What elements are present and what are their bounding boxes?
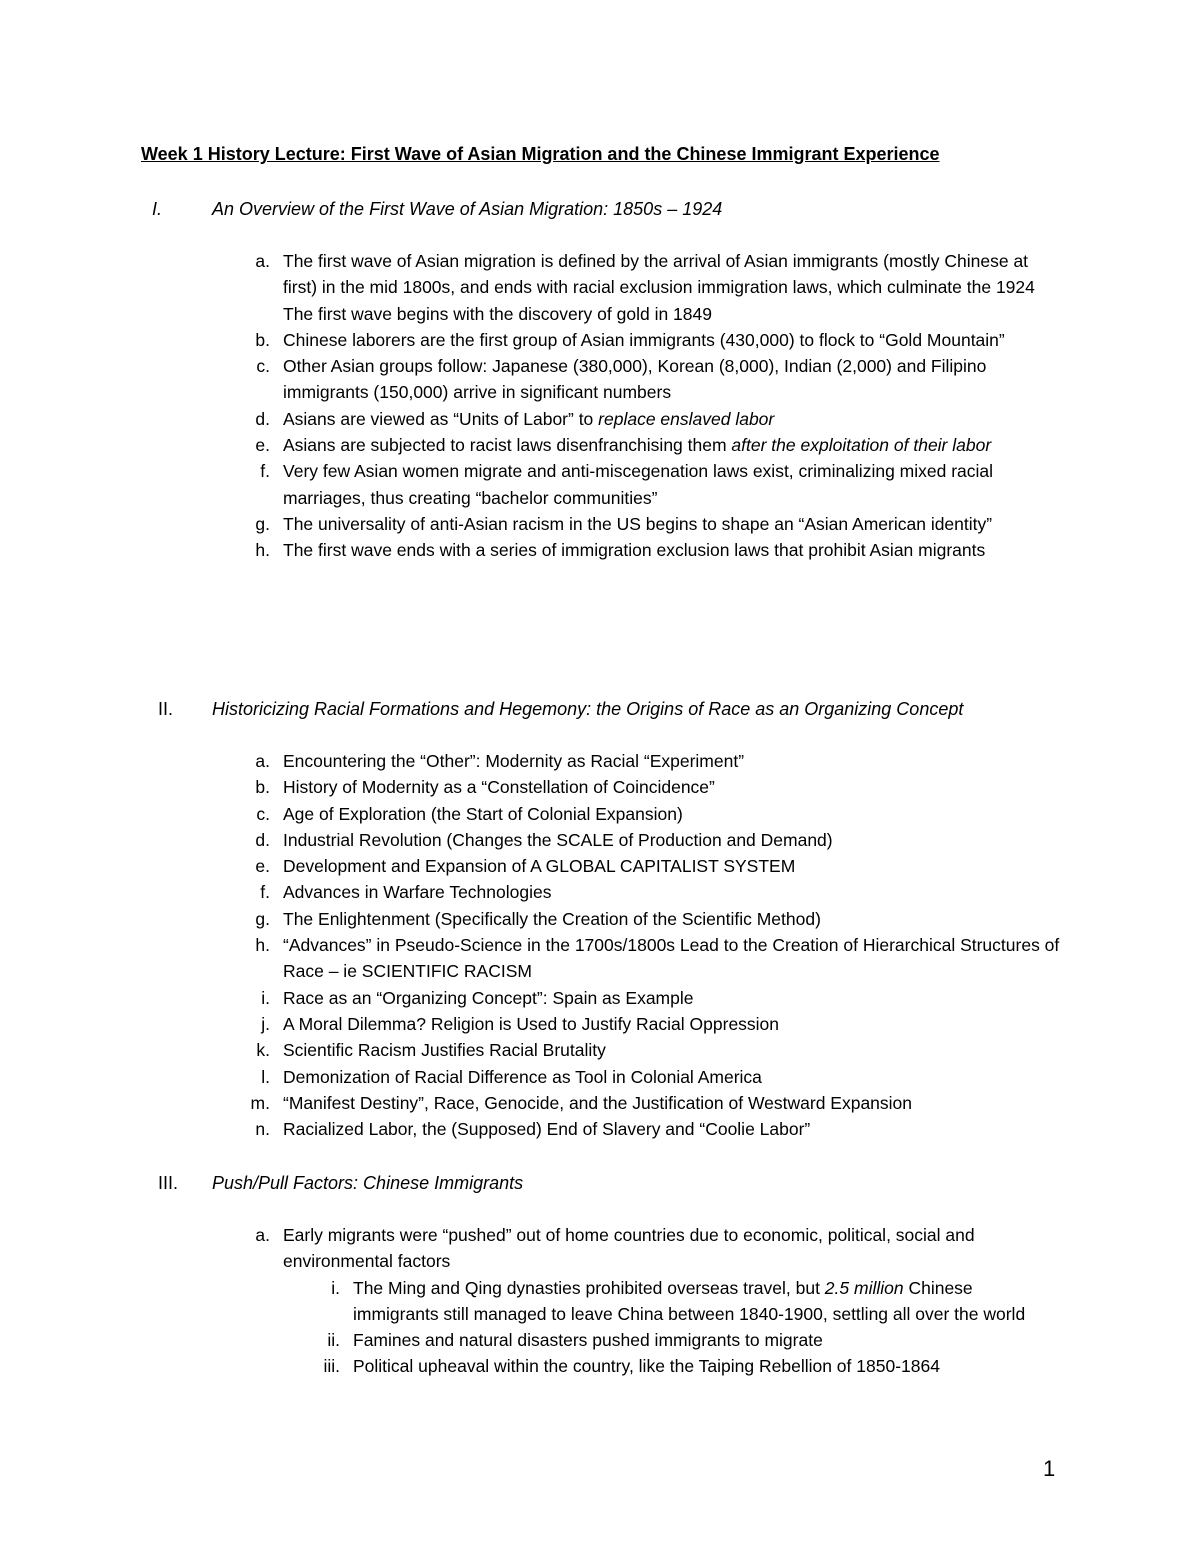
- list-item: [0, 432, 1200, 458]
- list-item: [0, 879, 1200, 905]
- item-text-plain: The Ming and Qing dynasties prohibited overseas travel, but: [353, 1277, 825, 1298]
- item-text: The first wave of Asian migration is defined by the arrival of Asian immigrants (mostly Chinese at first) in the mid 1800s, and ends with racial exclusion immigration laws, which culminate the 1924 The first wave begins with the discovery of gold in 1849: [283, 251, 1035, 324]
- item-text: A Moral Dilemma? Religion is Used to Justify Racial Oppression: [283, 1013, 780, 1034]
- item-text: Age of Exploration (the Start of Colonial Expansion): [283, 803, 683, 824]
- sub-list-item: [0, 1275, 1200, 1328]
- item-marker: a.: [255, 251, 270, 271]
- item-marker: m.: [250, 1092, 270, 1113]
- item-text: [353, 1275, 1063, 1328]
- list-item: [0, 1064, 1200, 1090]
- list-item: [0, 1090, 1200, 1116]
- list-item: [0, 932, 1200, 985]
- item-marker: f.: [260, 882, 270, 903]
- section-number: III.: [158, 1173, 179, 1193]
- item-text: Famines and natural disasters pushed immigrants to migrate: [353, 1330, 823, 1351]
- item-marker: ii.: [327, 1330, 340, 1351]
- section-title: Historicizing Racial Formations and Hegemony: the Origins of Race as an Organizing Concept: [212, 699, 964, 719]
- item-marker: iii.: [323, 1356, 340, 1377]
- section-title: An Overview of the First Wave of Asian Migration: 1850s – 1924: [212, 199, 723, 219]
- item-text: Very few Asian women migrate and anti-miscegenation laws exist, criminalizing mixed racial marriages, thus creating “bachelor communities”: [283, 461, 994, 508]
- page-number: 1: [1043, 1456, 1056, 1481]
- item-text-plain: Chinese immigrants still managed to leave China between 1840-1900, settling all over the world: [353, 1277, 1026, 1324]
- list-item: [0, 327, 1200, 353]
- item-marker: a.: [255, 1225, 270, 1245]
- item-marker: e.: [255, 856, 270, 877]
- item-text-plain: Asians are viewed as “Units of Labor” to: [283, 408, 599, 429]
- list-item: [0, 1011, 1200, 1037]
- item-marker: f.: [260, 461, 270, 482]
- list-item: [0, 406, 1200, 432]
- list-item: [0, 248, 1200, 327]
- item-text: Advances in Warfare Technologies: [283, 882, 552, 903]
- list-item: [0, 774, 1200, 800]
- item-text: The universality of anti-Asian racism in the US begins to shape an “Asian American identity”: [283, 513, 993, 534]
- sub-list-item: [0, 1327, 1200, 1353]
- item-text: Development and Expansion of A GLOBAL CAPITALIST SYSTEM: [283, 856, 796, 877]
- item-marker: n.: [255, 1119, 270, 1140]
- list-item: [0, 458, 1200, 511]
- item-text: “Advances” in Pseudo-Science in the 1700s/1800s Lead to the Creation of Hierarchical Structures of Race – ie SCIENTIFIC RACISM: [283, 935, 1060, 982]
- item-text: Demonization of Racial Difference as Tool in Colonial America: [283, 1066, 762, 1087]
- list-item: [0, 827, 1200, 853]
- item-marker: c.: [256, 803, 270, 824]
- document-title: Week 1 History Lecture: First Wave of Asian Migration and the Chinese Immigrant Experience: [141, 144, 940, 164]
- item-text: History of Modernity as a “Constellation of Coincidence”: [283, 777, 715, 798]
- item-text: Encountering the “Other”: Modernity as Racial “Experiment”: [283, 751, 745, 771]
- item-text: The first wave ends with a series of immigration exclusion laws that prohibit Asian migrants: [283, 540, 986, 561]
- list-item: [0, 1222, 1200, 1275]
- list-item: [0, 1116, 1200, 1142]
- list-item: [0, 853, 1200, 879]
- item-text: Other Asian groups follow: Japanese (380,000), Korean (8,000), Indian (2,000) and Filipino immigrants (150,000) arrive in significant numbers: [283, 356, 987, 403]
- section-3-list: [0, 1222, 1200, 1380]
- item-text: Racialized Labor, the (Supposed) End of Slavery and “Coolie Labor”: [283, 1119, 811, 1140]
- item-text: “Manifest Destiny”, Race, Genocide, and the Justification of Westward Expansion: [283, 1092, 913, 1113]
- list-item: [0, 801, 1200, 827]
- item-marker: i.: [331, 1277, 340, 1298]
- item-marker: g.: [255, 908, 270, 929]
- section-2-list: [0, 748, 1200, 1142]
- list-item: [0, 353, 1200, 406]
- item-text: Race as an “Organizing Concept”: Spain as Example: [283, 987, 694, 1008]
- item-text: [283, 432, 1063, 458]
- item-marker: b.: [255, 329, 270, 350]
- item-text: [283, 406, 1063, 432]
- item-marker: a.: [255, 751, 270, 771]
- item-text: Scientific Racism Justifies Racial Brutality: [283, 1040, 606, 1061]
- section-1-list: [0, 248, 1200, 564]
- item-marker: h.: [255, 935, 270, 956]
- list-item: [0, 906, 1200, 932]
- item-text-italic: replace enslaved labor: [598, 408, 775, 429]
- item-text: Industrial Revolution (Changes the SCALE of Production and Demand): [283, 829, 833, 850]
- section-number: I.: [152, 199, 163, 219]
- item-text: Chinese laborers are the first group of Asian immigrants (430,000) to flock to “Gold Mountain”: [283, 329, 1005, 350]
- item-marker: j.: [261, 1013, 270, 1034]
- item-marker: e.: [255, 435, 270, 456]
- item-text: Political upheaval within the country, like the Taiping Rebellion of 1850-1864: [353, 1356, 940, 1377]
- item-marker: g.: [255, 513, 270, 534]
- section-title: Push/Pull Factors: Chinese Immigrants: [212, 1173, 524, 1193]
- item-marker: l.: [261, 1066, 270, 1087]
- item-marker: d.: [255, 408, 270, 429]
- item-marker: k.: [256, 1040, 270, 1061]
- list-item: [0, 511, 1200, 537]
- list-item: [0, 748, 1200, 774]
- item-text-italic: after the exploitation of their labor: [731, 435, 992, 456]
- item-text: The Enlightenment (Specifically the Creation of the Scientific Method): [283, 908, 821, 929]
- item-marker: i.: [261, 987, 270, 1008]
- item-marker: c.: [256, 356, 270, 377]
- item-marker: b.: [255, 777, 270, 798]
- item-marker: d.: [255, 829, 270, 850]
- section-number: II.: [158, 699, 174, 719]
- item-text-italic: 2.5 million: [824, 1277, 904, 1298]
- item-marker: h.: [255, 540, 270, 561]
- list-item: [0, 985, 1200, 1011]
- sub-list-item: [0, 1353, 1200, 1379]
- item-text: Early migrants were “pushed” out of home countries due to economic, political, social and environmental factors: [283, 1225, 975, 1272]
- list-item: [0, 537, 1200, 563]
- item-text-plain: Asians are subjected to racist laws disenfranchising them: [283, 435, 732, 456]
- list-item: [0, 1037, 1200, 1063]
